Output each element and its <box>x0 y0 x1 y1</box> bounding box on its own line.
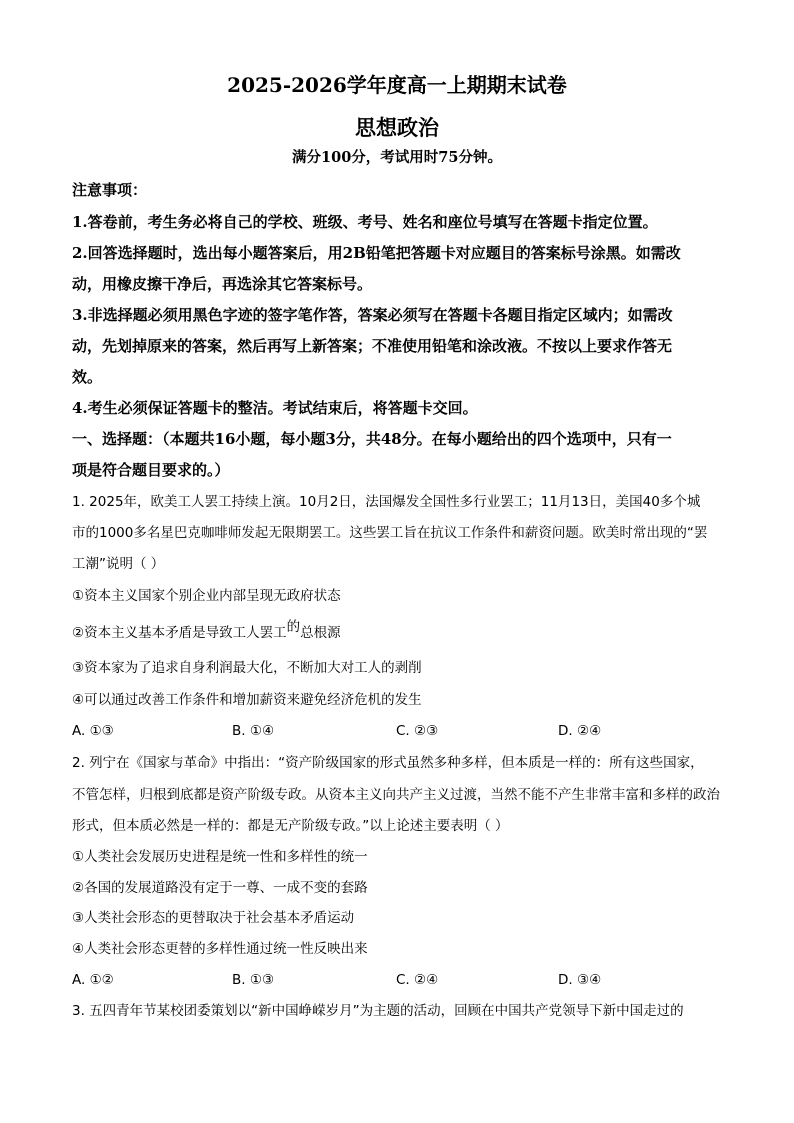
notice-line: 1.答卷前，考生务必将自己的学校、班级、考号、姓名和座位号填写在答题卡指定位置。 <box>72 213 658 231</box>
exam-title: 2025-2026学年度高一上期期末试卷 <box>227 73 567 97</box>
notice-line: 4.考生必须保证答题卡的整洁。考试结束后，将答题卡交回。 <box>72 399 478 417</box>
question-1-stem: 市的1000多名星巴克咖啡师发起无限期罢工。这些罢工旨在抗议工作条件和薪资问题。欧美时常出现的“罢 <box>72 525 708 541</box>
question-2-stem: 不管怎样，归根到底都是资产阶级专政。从资本主义向共产主义过渡，当然不能不产生非常丰富和多样的政治 <box>72 787 720 803</box>
notice-heading: 注意事项： <box>72 181 148 199</box>
notice-line: 3.非选择题必须用黑色字迹的签字笔作答，答案必须写在答题卡各题目指定区域内；如需改 <box>72 306 673 324</box>
notice-line: 动，用橡皮擦干净后，再选涂其它答案标号。 <box>72 275 373 293</box>
question-2-item: ④人类社会形态更替的多样性通过统一性反映出来 <box>72 941 368 957</box>
question-1-item: ③资本家为了追求自身利润最大化，不断加大对工人的剥削 <box>72 660 422 676</box>
option-d: D. ③④ <box>558 972 602 988</box>
option-d: D. ②④ <box>558 723 602 739</box>
question-1-item: ①资本主义国家个别企业内部呈现无政府状态 <box>72 588 341 604</box>
question-2-item: ②各国的发展道路没有定于一尊、一成不变的套路 <box>72 880 368 896</box>
question-3-stem: 3. 五四青年节某校团委策划以“新中国峥嵘岁月”为主题的活动，回顾在中国共产党领导下新中国走过的 <box>72 1003 684 1019</box>
option-c: C. ②④ <box>396 972 439 988</box>
section-heading: 项是符合题目要求的。） <box>72 461 230 479</box>
option-b: B. ①④ <box>232 723 275 739</box>
option-a: A. ①② <box>72 972 114 988</box>
question-2-item: ①人类社会发展历史进程是统一性和多样性的统一 <box>72 849 368 865</box>
question-2-item: ③人类社会形态的更替取决于社会基本矛盾运动 <box>72 910 355 926</box>
question-1-options <box>72 725 727 741</box>
notice-line: 2.回答选择题时，选出每小题答案后，用2B铅笔把答题卡对应题目的答案标号涂黑。如需改 <box>72 244 681 262</box>
option-b: B. ①③ <box>232 972 275 988</box>
question-2-stem: 形式，但本质必然是一样的：都是无产阶级专政。”以上论述主要表明（ ） <box>72 818 509 834</box>
notice-line: 动，先划掉原来的答案，然后再写上新答案；不准使用铅笔和涂改液。不按以上要求作答无 <box>72 337 673 355</box>
question-1-stem: 工潮”说明（ ） <box>72 556 165 572</box>
question-1-item: ②资本主义基本矛盾是导致工人罢工的总根源 <box>72 619 341 641</box>
section-heading: 一、选择题：（本题共16小题，每小题3分，共48分。在每小题给出的四个选项中，只有一 <box>72 430 672 448</box>
question-2-options <box>72 974 727 990</box>
question-1-stem: 1. 2025年，欧美工人罢工持续上演。10月2日，法国爆发全国性多行业罢工；11月13日，美国40多个城 <box>72 494 701 510</box>
notice-line: 效。 <box>72 368 103 386</box>
subject-title: 思想政治 <box>355 115 439 140</box>
question-1-item: ④可以通过改善工作条件和增加薪资来避免经济危机的发生 <box>72 692 422 708</box>
score-time-info: 满分100分，考试用时75分钟。 <box>292 149 502 166</box>
question-2-stem: 2. 列宁在《国家与革命》中指出：“资产阶级国家的形式虽然多种多样，但本质是一样的：所有这些国家， <box>72 755 704 771</box>
option-c: C. ②③ <box>396 723 439 739</box>
option-a: A. ①③ <box>72 723 114 739</box>
